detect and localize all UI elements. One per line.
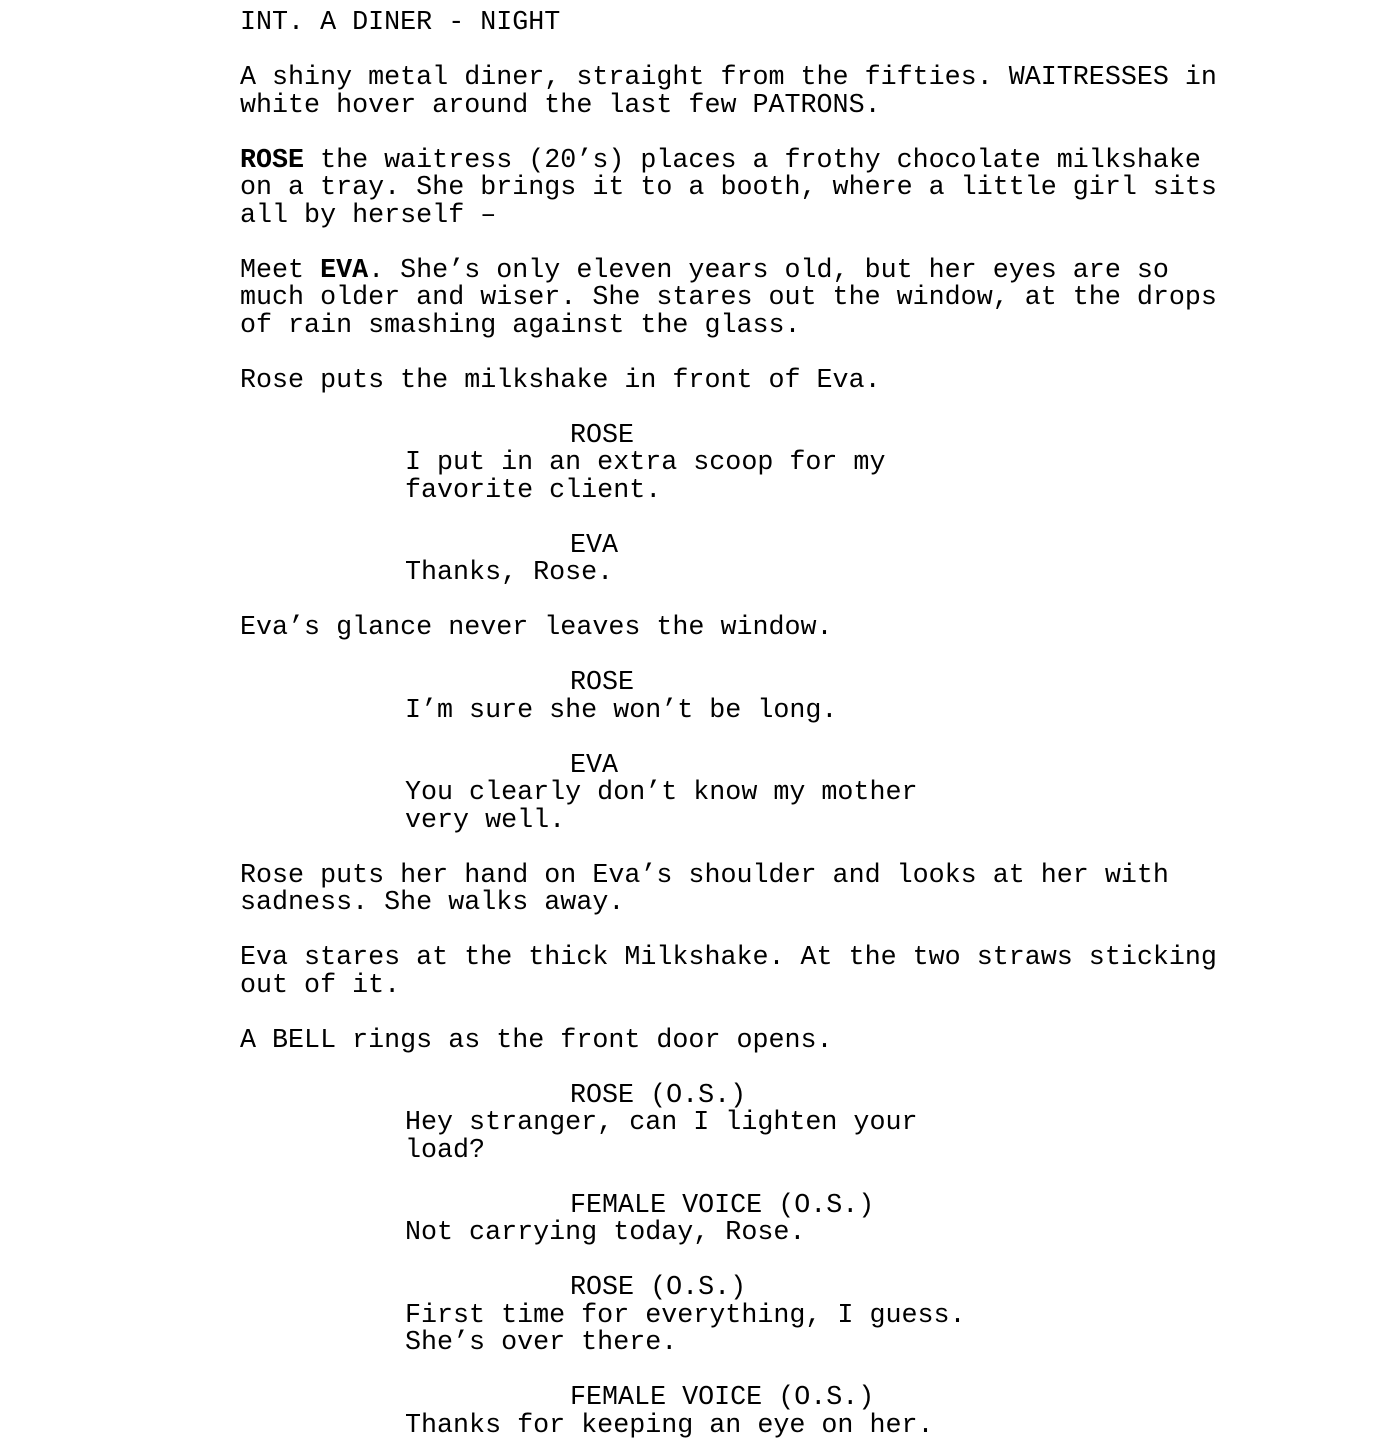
character-cue: ROSE (O.S.)	[570, 1273, 747, 1303]
action-line: all by herself –	[240, 200, 497, 231]
action-line: A BELL rings as the front door opens.	[240, 1025, 833, 1056]
character-cue: FEMALE VOICE (O.S.)	[570, 1190, 875, 1221]
dialogue-line: Thanks, Rose.	[405, 558, 614, 588]
dialogue-block	[240, 1080, 1240, 1166]
character-cue: FEMALE VOICE (O.S.)	[570, 1383, 875, 1413]
character-intro: ROSE	[240, 145, 305, 176]
action-line: Eva’s glance never leaves the window.	[240, 613, 833, 643]
action-block	[240, 65, 1240, 120]
blank-line	[240, 1055, 1240, 1083]
dialogue-block	[240, 420, 1240, 506]
blank-line	[240, 1248, 1240, 1276]
action-line: on a tray. She brings it to a booth, where a little girl sits	[240, 173, 1217, 203]
action-line: much older and wiser. She stares out the window, at the drops	[240, 283, 1217, 313]
dialogue-line: very well.	[405, 805, 566, 836]
blank-line	[240, 1358, 1240, 1386]
blank-line	[240, 395, 1240, 423]
action-block	[240, 860, 1240, 918]
screenplay-body	[240, 38, 1240, 1441]
dialogue-line: favorite client.	[405, 475, 662, 506]
blank-line	[240, 588, 1240, 616]
action-block	[240, 365, 1240, 396]
blank-line	[240, 505, 1240, 533]
scene-heading: INT. A DINER - NIGHT	[240, 8, 561, 38]
dialogue-block	[240, 530, 1240, 588]
dialogue-line: You clearly don’t know my mother	[405, 778, 918, 808]
blank-line	[240, 38, 1240, 66]
dialogue-line: First time for everything, I guess.	[405, 1300, 966, 1331]
action-line: Rose puts the milkshake in front of Eva.	[240, 365, 881, 396]
blank-line	[240, 1000, 1240, 1028]
blank-line	[240, 340, 1240, 368]
dialogue-block	[240, 1385, 1240, 1440]
dialogue-line: I’m sure she won’t be long.	[405, 695, 838, 726]
blank-line	[240, 120, 1240, 148]
action-block	[240, 615, 1240, 643]
character-cue: ROSE (O.S.)	[570, 1080, 747, 1111]
character-cue: ROSE	[570, 420, 635, 451]
action-line: Rose puts her hand on Eva’s shoulder and looks at her with	[240, 860, 1169, 891]
blank-line	[240, 918, 1240, 946]
action-block	[240, 945, 1240, 1000]
dialogue-line: I put in an extra scoop for my	[405, 448, 886, 478]
dialogue-line: Thanks for keeping an eye on her.	[405, 1410, 934, 1441]
action-line: A shiny metal diner, straight from the fifties. WAITRESSES in	[240, 63, 1217, 93]
action-block	[240, 145, 1240, 231]
action-line: ROSE the waitress (20’s) places a frothy chocolate milkshake	[240, 145, 1201, 176]
action-line: Meet EVA. She’s only eleven years old, but her eyes are so	[240, 255, 1169, 286]
character-cue: EVA	[570, 750, 619, 781]
dialogue-line: Hey stranger, can I lighten your	[405, 1108, 918, 1138]
action-block	[240, 255, 1240, 341]
dialogue-block	[240, 1275, 1240, 1358]
action-line: Eva stares at the thick Milkshake. At the two straws sticking	[240, 943, 1217, 973]
character-cue: ROSE	[570, 668, 635, 698]
dialogue-line: Not carrying today, Rose.	[405, 1218, 806, 1248]
character-intro: EVA	[320, 255, 369, 286]
screenplay-page	[240, 10, 1240, 1440]
dialogue-block	[240, 750, 1240, 836]
action-line: white hover around the last few PATRONS.	[240, 90, 881, 121]
character-cue: EVA	[570, 530, 619, 561]
blank-line	[240, 1165, 1240, 1193]
dialogue-block	[240, 670, 1240, 725]
action-block	[240, 1025, 1240, 1056]
action-line: out of it.	[240, 970, 401, 1001]
blank-line	[240, 643, 1240, 671]
blank-line	[240, 230, 1240, 258]
dialogue-block	[240, 1190, 1240, 1248]
blank-line	[240, 725, 1240, 753]
blank-line	[240, 835, 1240, 863]
action-line: of rain smashing against the glass.	[240, 310, 801, 341]
action-line: sadness. She walks away.	[240, 888, 625, 918]
dialogue-line: She’s over there.	[405, 1328, 678, 1358]
dialogue-line: load?	[405, 1135, 486, 1166]
